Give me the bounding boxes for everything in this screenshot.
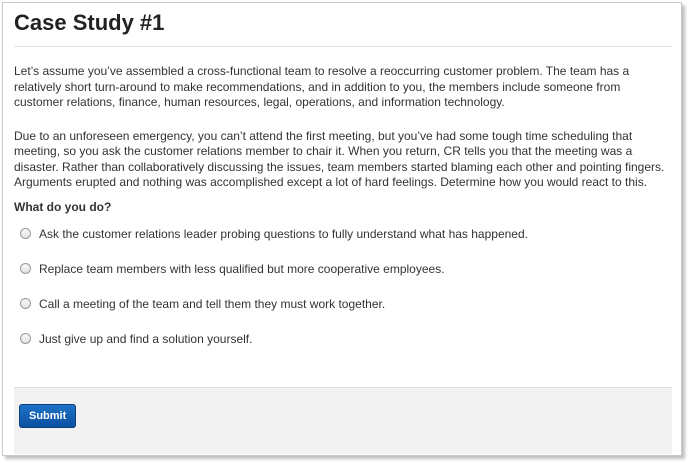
answer-option-2[interactable]: [14, 260, 672, 278]
answer-option-label: Ask the customer relations leader probing questions to fully understand what has happened.: [39, 226, 528, 241]
scenario-paragraph-1: Let’s assume you’ve assembled a cross-functional team to resolve a reoccurring customer problem. The team has a relatively short turn-around to make recommendations, and in addition to you, the members include someone from customer relations, finance, human resources, legal, operations, and information technology.: [14, 64, 630, 109]
form-footer: [14, 387, 672, 454]
answer-option-4[interactable]: [14, 330, 672, 348]
radio-button-option-1[interactable]: [20, 228, 31, 239]
radio-button-option-2[interactable]: [20, 263, 31, 274]
case-study-content: [14, 3, 672, 365]
answer-option-1[interactable]: [14, 225, 672, 243]
answer-option-3[interactable]: [14, 295, 672, 313]
answer-options: [14, 225, 672, 348]
submit-button[interactable]: Submit: [19, 404, 76, 428]
answer-option-label: Just give up and find a solution yourself.: [39, 331, 253, 346]
scenario-paragraph-2: Due to an unforeseen emergency, you can’t attend the first meeting, but you’ve had some tough time scheduling that meeting, so you ask the customer relations member to chair it. When you return, CR tells you that the meeting was a disaster. Rather than collaboratively discussing the issues, team members started blaming each other and pointing fingers. Arguments erupted and nothing was accomplished except a lot of hard feelings. Determine how you would react to this.: [14, 128, 665, 189]
page-title: Case Study #1: [14, 3, 672, 47]
answer-option-label: Replace team members with less qualified but more cooperative employees.: [39, 261, 445, 276]
radio-button-option-4[interactable]: [20, 333, 31, 344]
case-study-window: [2, 2, 682, 456]
radio-button-option-3[interactable]: [20, 298, 31, 309]
answer-option-label: Call a meeting of the team and tell them they must work together.: [39, 296, 386, 311]
question-prompt: What do you do?: [14, 199, 112, 214]
